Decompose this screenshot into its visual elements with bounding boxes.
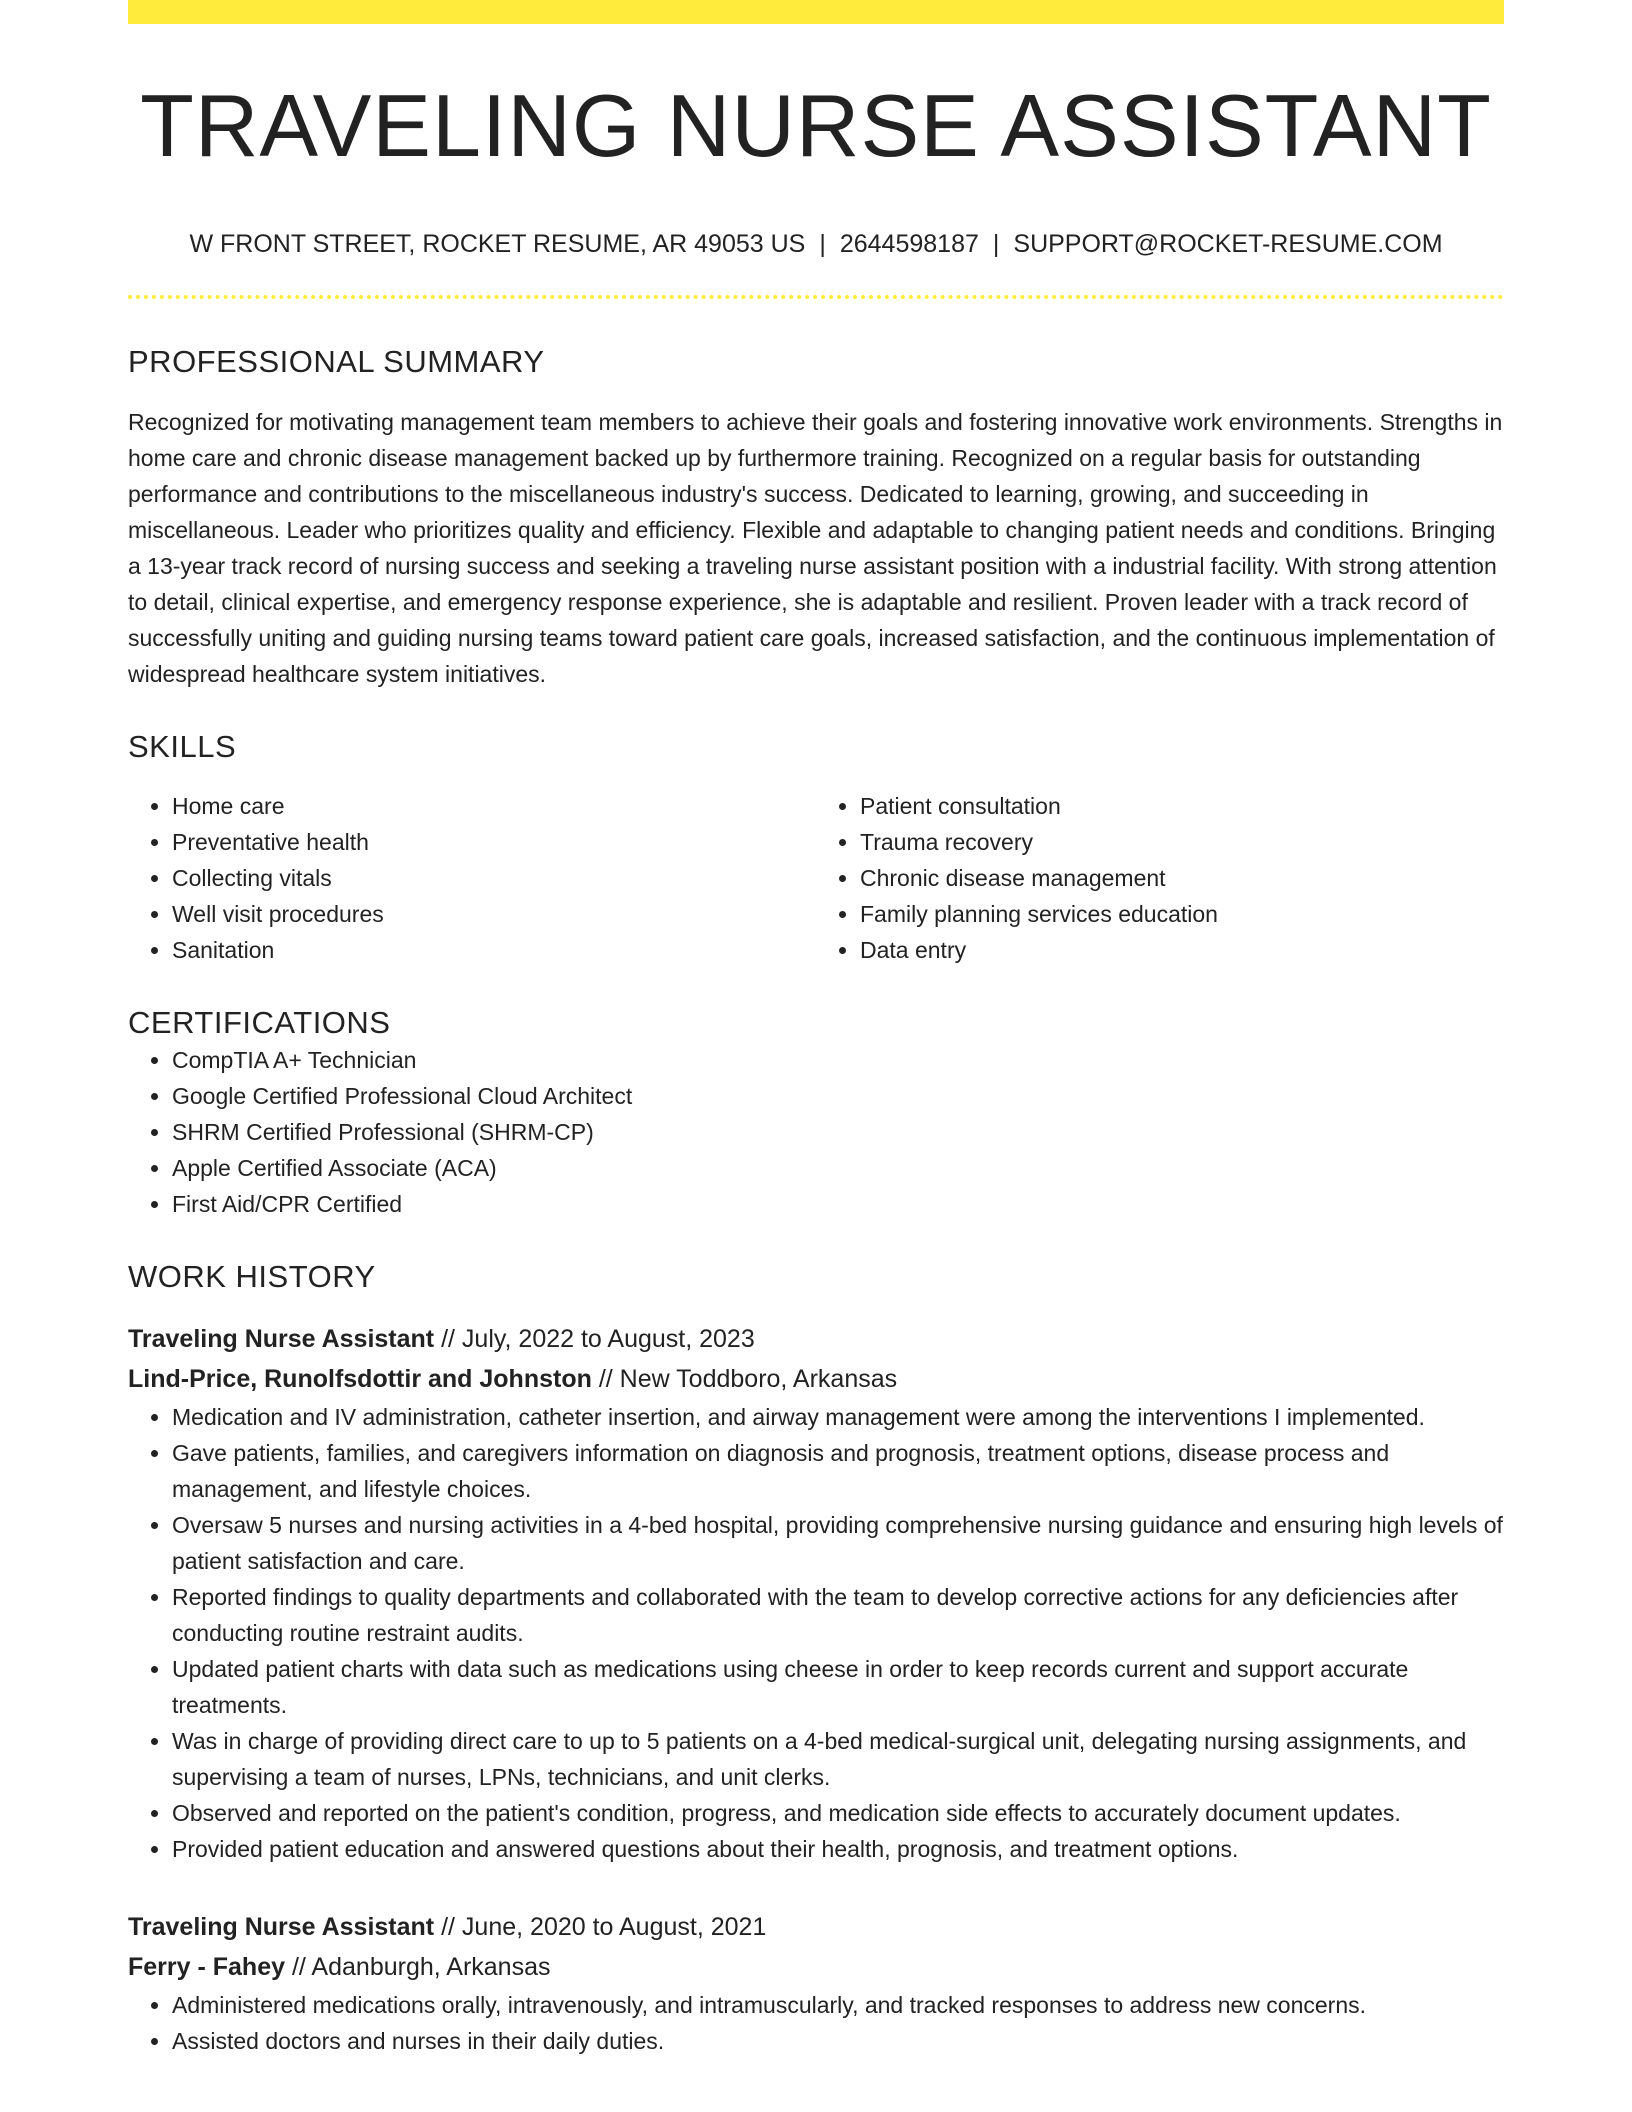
job-bullets xyxy=(128,1399,1504,1867)
job-company-line xyxy=(128,1947,1504,1987)
skills-columns xyxy=(128,788,1504,968)
skill-item: • Collecting vitals xyxy=(172,860,816,896)
certification-item: • Apple Certified Associate (ACA) xyxy=(172,1150,1504,1186)
job-bullet: • Oversaw 5 nurses and nursing activities in a 4-bed hospital, providing comprehensive nursing guidance and ensuring high levels of patient satisfaction and care. xyxy=(172,1507,1504,1579)
job-role-line xyxy=(128,1907,1504,1947)
job-company: Ferry - Fahey xyxy=(128,1952,286,1981)
job-role-line xyxy=(128,1319,1504,1359)
certifications-list xyxy=(128,1042,1504,1222)
skill-item: • Home care xyxy=(172,788,816,824)
skill-item: • Well visit procedures xyxy=(172,896,816,932)
job-bullet: • Assisted doctors and nurses in their daily duties. xyxy=(172,2023,1504,2059)
job-bullet: • Medication and IV administration, catheter insertion, and airway management were among the interventions I implemented. xyxy=(172,1399,1504,1435)
job-entry xyxy=(128,1319,1504,1867)
job-bullet: • Reported findings to quality departments and collaborated with the team to develop corrective actions for any deficiencies after conducting routine restraint audits. xyxy=(172,1579,1504,1651)
skills-list-right xyxy=(816,788,1504,968)
job-bullet: • Was in charge of providing direct care to up to 5 patients on a 4-bed medical-surgical unit, delegating nursing assignments, and supervising a team of nurses, LPNs, technicians, and unit clerks. xyxy=(172,1723,1504,1795)
skills-list-left xyxy=(128,788,816,968)
job-company: Lind-Price, Runolfsdottir and Johnston xyxy=(128,1364,592,1393)
skill-item: • Patient consultation xyxy=(860,788,1504,824)
skill-item: • Sanitation xyxy=(172,932,816,968)
contact-email: SUPPORT@ROCKET-RESUME.COM xyxy=(1013,229,1443,258)
job-bullet: • Administered medications orally, intravenously, and intramuscularly, and tracked responses to address new concerns. xyxy=(172,1987,1504,2023)
certification-item: • CompTIA A+ Technician xyxy=(172,1042,1504,1078)
certification-item: • Google Certified Professional Cloud Architect xyxy=(172,1078,1504,1114)
contact-phone: 2644598187 xyxy=(839,229,979,258)
skill-item: • Chronic disease management xyxy=(860,860,1504,896)
skills-heading: SKILLS xyxy=(128,729,237,765)
job-location: // Adanburgh, Arkansas xyxy=(291,1952,551,1981)
contact-separator: | xyxy=(992,229,1000,258)
work-history-heading: WORK HISTORY xyxy=(128,1258,376,1294)
accent-top-bar xyxy=(128,0,1504,24)
job-bullet: • Gave patients, families, and caregivers information on diagnosis and prognosis, treatment options, disease process and management, and lifestyle choices. xyxy=(172,1435,1504,1507)
job-role: Traveling Nurse Assistant xyxy=(128,1324,435,1353)
job-bullets xyxy=(128,1987,1504,2059)
job-dates: // July, 2022 to August, 2023 xyxy=(441,1324,755,1353)
dotted-divider xyxy=(128,295,1504,299)
summary-text: Recognized for motivating management team members to achieve their goals and fostering innovative work environments. Strengths in home care and chronic disease management backed up by furthermore training. Recognized on a regular basis for outstanding performance and contributions to the miscellaneous industry's success. Dedicated to learning, growing, and succeeding in miscellaneous. Leader who prioritizes quality and efficiency. Flexible and adaptable to changing patient needs and conditions. Bringing a 13-year track record of nursing success and seeking a traveling nurse assistant position with a industrial facility. With strong attention to detail, clinical expertise, and emergency response experience, she is adaptable and resilient. Proven leader with a track record of successfully uniting and guiding nursing teams toward patient care goals, increased satisfaction, and the continuous implementation of widespread healthcare system initiatives. xyxy=(128,409,1503,688)
contact-separator: | xyxy=(819,229,826,258)
certification-item: • SHRM Certified Professional (SHRM-CP) xyxy=(172,1114,1504,1150)
resume-page xyxy=(128,0,1504,2059)
job-bullet: • Updated patient charts with data such as medications using cheese in order to keep records current and support accurate treatments. xyxy=(172,1651,1504,1723)
contact-address: W FRONT STREET, ROCKET RESUME, AR 49053 US xyxy=(189,229,806,258)
job-dates: // June, 2020 to August, 2021 xyxy=(441,1912,767,1941)
job-role: Traveling Nurse Assistant xyxy=(128,1912,435,1941)
summary-heading: PROFESSIONAL SUMMARY xyxy=(128,343,545,379)
job-company-line xyxy=(128,1359,1504,1399)
job-location: // New Toddboro, Arkansas xyxy=(598,1364,898,1393)
job-entry xyxy=(128,1907,1504,2059)
skill-item: • Trauma recovery xyxy=(860,824,1504,860)
contact-line xyxy=(128,229,1504,259)
skill-item: • Data entry xyxy=(860,932,1504,968)
skill-item: • Preventative health xyxy=(172,824,816,860)
resume-title: TRAVELING NURSE ASSISTANT xyxy=(140,76,1492,175)
certifications-heading: CERTIFICATIONS xyxy=(128,1005,391,1041)
certification-item: • First Aid/CPR Certified xyxy=(172,1186,1504,1222)
job-bullet: • Observed and reported on the patient's condition, progress, and medication side effects to accurately document updates. xyxy=(172,1795,1504,1831)
skill-item: • Family planning services education xyxy=(860,896,1504,932)
job-bullet: • Provided patient education and answered questions about their health, prognosis, and treatment options. xyxy=(172,1831,1504,1867)
